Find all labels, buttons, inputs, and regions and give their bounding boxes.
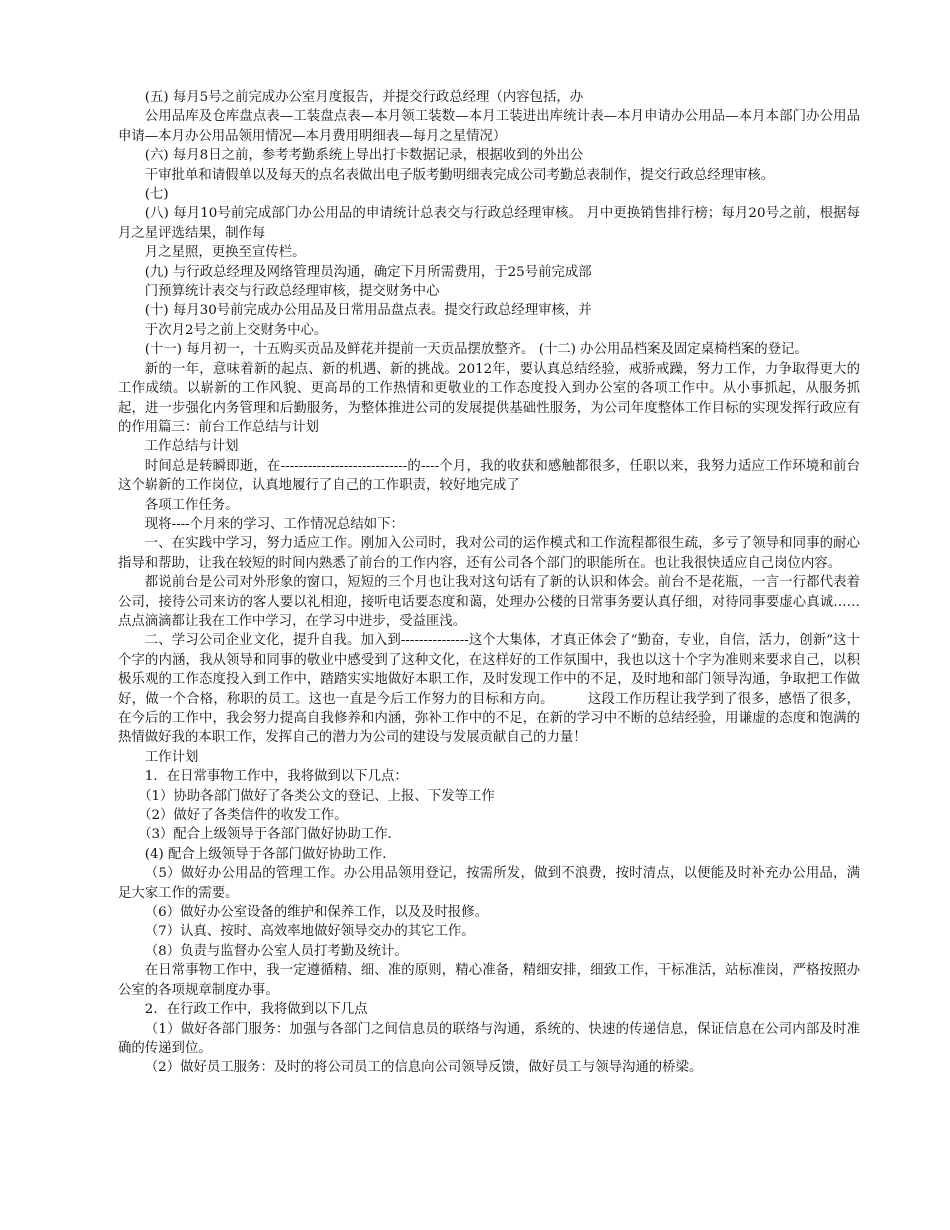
list-item: （5）做好办公用品的管理工作。办公用品领用登记，按需所发，做到不浪费，按时清点，以便能及时补充办公用品，满足大家工作的需要。: [118, 866, 860, 901]
list-item: （7）认真、按时、高效率地做好领导交办的其它工作。: [144, 924, 475, 940]
paragraph: 干审批单和请假单以及每天的点名表做出电子版考勤明细表完成公司考勤总表制作，提交行政总经理审核。: [144, 167, 775, 183]
section-heading: 工作计划: [144, 749, 199, 765]
paragraph: 于次月2号之前上交财务中心。: [144, 322, 328, 338]
paragraph: (八) 每月10号前完成部门办公用品的申请统计总表交与行政总经理审核。 月中更换销售排行榜；每月20号之前，根据每月之星评选结果，制作每: [118, 206, 860, 241]
paragraph: (九) 与行政总经理及网络管理员沟通，确定下月所需费用，于25号前完成部: [144, 264, 592, 280]
paragraph: 在日常事物工作中，我一定遵循精、细、准的原则，精心准备，精细安排，细致工作，干标准活，站标准岗，严格按照办公室的各项规章制度办事。: [118, 963, 860, 998]
paragraph: 各项工作任务。: [144, 497, 239, 513]
paragraph: 时间总是转瞬即逝，在----------------------------的----个月，我的收获和感触都很多，任职以来，我努力适应工作环境和前台这个崭新的工作岗位，认真地履行了自己的工作职责，较好地完成了: [118, 458, 860, 494]
paragraph: 一、在实践中学习，努力适应工作。刚加入公司时，我对公司的运作模式和工作流程都很生疏，多亏了领导和同事的耐心指导和帮助，让我在较短的时间内熟悉了前台的工作内容，还有公司各个部门的职能所在。也让我很快适应自己岗位内容。: [118, 536, 860, 571]
document-body: [118, 88, 860, 1078]
paragraph: 新的一年，意味着新的起点、新的机遇、新的挑战。2012年，要认真总结经验，戒骄戒躁，努力工作，力争取得更大的工作成绩。以崭新的工作风貌、更高昂的工作热情和更敬业的工作态度投入到办公室的各项工作中。从小事抓起，从服务抓起，进一步强化内务管理和后勤服务，为整体推进公司的发展提供基础性服务，为公司年度整体工作目标的实现发挥行政应有的作用篇三：前台工作总结与计划: [118, 361, 860, 435]
paragraph: 二、学习公司企业文化，提升自我。加入到---------------这个大集体，才真正体会了“勤奋，专业，自信，活力，创新”这十个字的内涵，我从领导和同事的敬业中感受到了这种文化，在这样好的工作氛围中，我也以这十个字为准则来要求自己，以积极乐观的工作态度投入到工作中，踏踏实实地做好本职工作，及时发现工作中的不足，及时地和部门领导沟通，争取把工作做好，做一个合格，称职的员工。这也一直是今后工作努力的目标和方向。 这段工作历程让我学到了很多，感悟了很多，在今后的工作中，我会努力提高自我修养和内涵，弥补工作中的不足，在新的学习中不断的总结经验，用谦虚的态度和饱满的热情做好我的本职工作，发挥自己的潜力为公司的建设与发展贡献自己的力量！: [118, 633, 860, 746]
list-item: (4) 配合上级领导于各部门做好协助工作．: [144, 846, 396, 862]
list-item: （1）做好各部门服务：加强与各部门之间信息员的联络与沟通，系统的、快速的传递信息，保证信息在公司内部及时准确的传递到位。: [118, 1021, 860, 1056]
paragraph: 月之星照，更换至宣传栏。: [144, 245, 306, 261]
paragraph: 都说前台是公司对外形象的窗口，短短的三个月也让我对这句话有了新的认识和体会。前台不是花瓶，一言一行都代表着公司，接待公司来访的客人要以礼相迎，接听电话要态度和蔼，处理办公楼的日常事务要认真仔细，对待同事要虚心真诚……点点滴滴都让我在工作中学习，在学习中进步，受益匪浅。: [118, 575, 860, 629]
paragraph: (五) 每月5号之前完成办公室月度报告，并提交行政总经理（内容包括，办: [144, 90, 584, 105]
paragraph: 1．在日常事物工作中，我将做到以下几点：: [144, 769, 408, 785]
list-item: （2）做好员工服务：及时的将公司员工的信息向公司领导反馈，做好员工与领导沟通的桥梁。: [144, 1060, 703, 1076]
list-item: （2）做好了各类信件的收发工作。: [138, 808, 348, 824]
paragraph: (十) 每月30号前完成办公用品及日常用品盘点表。提交行政总经理审核，并: [144, 303, 592, 319]
paragraph: 现将----个月来的学习、工作情况总结如下：: [144, 516, 404, 532]
list-item: （8）负责与监督办公室人员打考勤及统计。: [144, 943, 408, 959]
paragraph: 公用品库及仓库盘点表—工装盘点表—本月领工装数—本月工装进出库统计表—本月申请办公用品—本月本部门办公用品申请—本月办公用品领用情况—本月费用明细表—每月之星情况）: [118, 109, 860, 144]
list-item: （1）协助各部门做好了各类公文的登记、上报、下发等工作: [138, 788, 495, 804]
paragraph: (七): [144, 187, 169, 203]
list-item: （3）配合上级领导于各部门做好协助工作．: [138, 827, 402, 843]
section-heading: 工作总结与计划: [144, 439, 239, 455]
list-item: （6）做好办公室设备的维护和保养工作，以及及时报修。: [144, 905, 489, 921]
paragraph: (十一) 每月初一，十五购买贡品及鲜花并提前一天贡品摆放整齐。 (十二) 办公用品档案及固定桌椅档案的登记。: [144, 342, 808, 358]
paragraph: 2．在行政工作中，我将做到以下几点: [144, 1002, 368, 1018]
paragraph: (六) 每月8日之前，参考考勤系统上导出打卡数据记录，根据收到的外出公: [144, 148, 584, 164]
paragraph: 门预算统计表交与行政总经理审核，提交财务中心: [144, 284, 440, 300]
